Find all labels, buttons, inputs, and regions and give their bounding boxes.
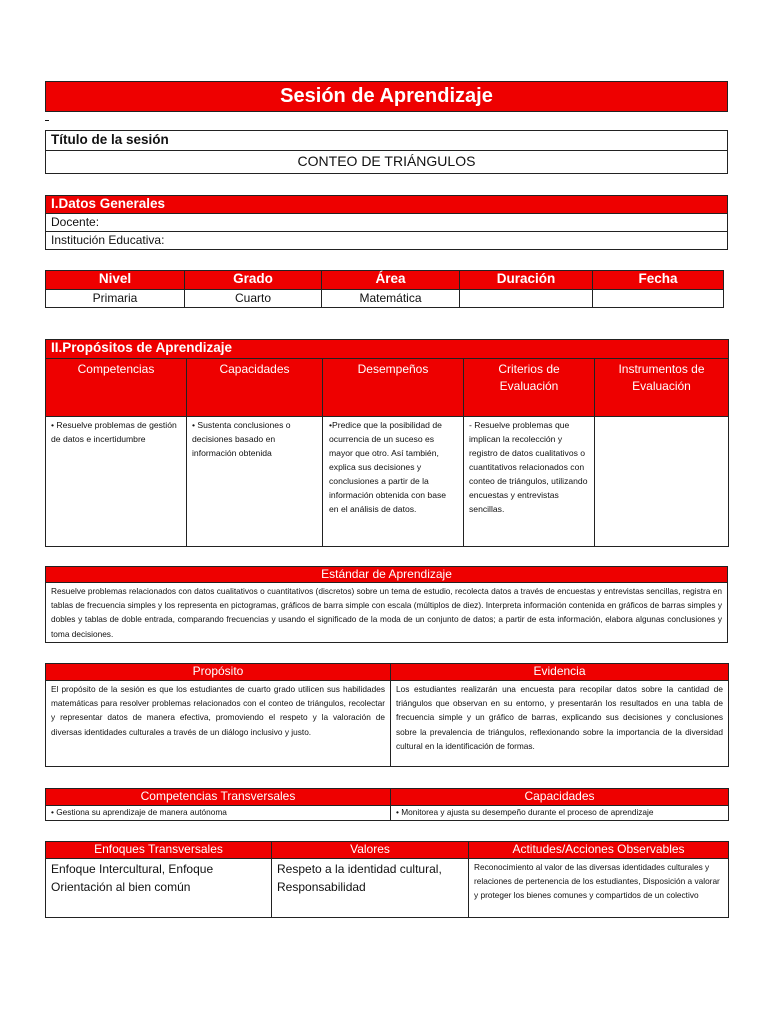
cell-criterios: - Resuelve problemas que implican la recolección y registro de datos cualitativos o cuantitativos relacionados con conteo de triángulos, utilizando encuestas y entrevistas sencillas.	[464, 417, 595, 547]
cell-capacidades: • Sustenta conclusiones o decisiones basado en información obtenida	[187, 417, 323, 547]
header-area: Área	[322, 271, 460, 290]
estandar-heading: Estándar de Aprendizaje	[46, 567, 728, 583]
header-grado: Grado	[185, 271, 322, 290]
header-nivel: Nivel	[46, 271, 185, 290]
transversales-section	[45, 788, 728, 821]
comp-transversales-text: • Gestiona su aprendizaje de manera autónoma	[46, 806, 391, 821]
propositos-heading: II.Propósitos de Aprendizaje	[46, 340, 729, 359]
institucion-field: Institución Educativa:	[46, 232, 728, 250]
session-title-label: Título de la sesión	[46, 131, 728, 151]
enfoques-text: Enfoque Intercultural, Enfoque Orientación al bien común	[46, 859, 272, 918]
valores-heading: Valores	[272, 842, 469, 859]
col-desempenos: Desempeños	[323, 359, 464, 417]
docente-field: Docente:	[46, 214, 728, 232]
datos-generales	[45, 195, 728, 250]
datos-generales-heading: I.Datos Generales	[46, 196, 728, 214]
estandar-section	[45, 566, 728, 643]
cell-instrumentos	[595, 417, 729, 547]
value-grado: Cuarto	[185, 290, 322, 308]
col-criterios: Criterios de Evaluación	[464, 359, 595, 417]
valores-text: Respeto a la identidad cultural, Responsabilidad	[272, 859, 469, 918]
header-fecha: Fecha	[593, 271, 724, 290]
session-title-value: CONTEO DE TRIÁNGULOS	[46, 151, 728, 174]
cell-competencias: • Resuelve problemas de gestión de datos e incertidumbre	[46, 417, 187, 547]
estandar-text: Resuelve problemas relacionados con datos cualitativos o cuantitativos (discretos) sobre un tema de estudio, recolecta datos a través de encuestas y entrevistas sencillas, registra en tablas de frecuencia simples y los representa en pictogramas, gráficos de barra simple con escala (múltiplos de diez). Interpreta información contenida en gráficos de barras simples y dobles y tablas de doble entrada, comparando frecuencias y usando el significado de la moda de un conjunto de datos; a partir de esta información, elabora algunas conclusiones y toma decisiones.	[46, 583, 728, 643]
evidencia-text: Los estudiantes realizarán una encuesta para recopilar datos sobre la cantidad de triángulos que observan en su entorno, y presentarán los resultados en una tabla de frecuencia simple y un gráfico de barras, explicando sus decisiones y conclusiones sobre la prevalencia de triángulos, reflexionando sobre la importancia de la diversidad cultural en la identificación de formas.	[391, 681, 729, 767]
value-nivel: Primaria	[46, 290, 185, 308]
col-capacidades: Capacidades	[187, 359, 323, 417]
value-fecha	[593, 290, 724, 308]
info-table	[45, 270, 723, 308]
value-duracion	[460, 290, 593, 308]
propositos-section	[45, 339, 728, 547]
cap-transversales-heading: Capacidades	[391, 789, 729, 806]
col-instrumentos: Instrumentos de Evaluación	[595, 359, 729, 417]
proposito-heading: Propósito	[46, 664, 391, 681]
col-competencias: Competencias	[46, 359, 187, 417]
value-area: Matemática	[322, 290, 460, 308]
actitudes-heading: Actitudes/Acciones Observables	[469, 842, 729, 859]
proposito-text: El propósito de la sesión es que los estudiantes de cuarto grado utilicen sus habilidades matemáticas para resolver problemas relacionados con el conteo de triángulos, recolectar y representar datos de manera efectiva, promoviendo el respeto y la valoración de diversas identidades culturales a través de un diálogo inclusivo y justo.	[46, 681, 391, 767]
evidencia-heading: Evidencia	[391, 664, 729, 681]
cap-transversales-text: • Monitorea y ajusta su desempeño durante el proceso de aprendizaje	[391, 806, 729, 821]
enfoques-section	[45, 841, 728, 918]
enfoques-heading: Enfoques Transversales	[46, 842, 272, 859]
cell-desempenos: •Predice que la posibilidad de ocurrencia de un suceso es mayor que otro. Así también, explica sus decisiones y conclusiones a partir de la información obtenida con base en el análisis de datos.	[323, 417, 464, 547]
comp-transversales-heading: Competencias Transversales	[46, 789, 391, 806]
header-duracion: Duración	[460, 271, 593, 290]
proposito-evidencia-section	[45, 663, 728, 767]
divider	[45, 120, 49, 121]
session-title-block	[45, 130, 728, 174]
page-title: Sesión de Aprendizaje	[45, 81, 728, 112]
actitudes-text: Reconocimiento al valor de las diversas identidades culturales y relaciones de pertenencia de los estudiantes, Disposición a valorar y proteger los bienes comunes y compartidos de un colectivo	[469, 859, 729, 918]
